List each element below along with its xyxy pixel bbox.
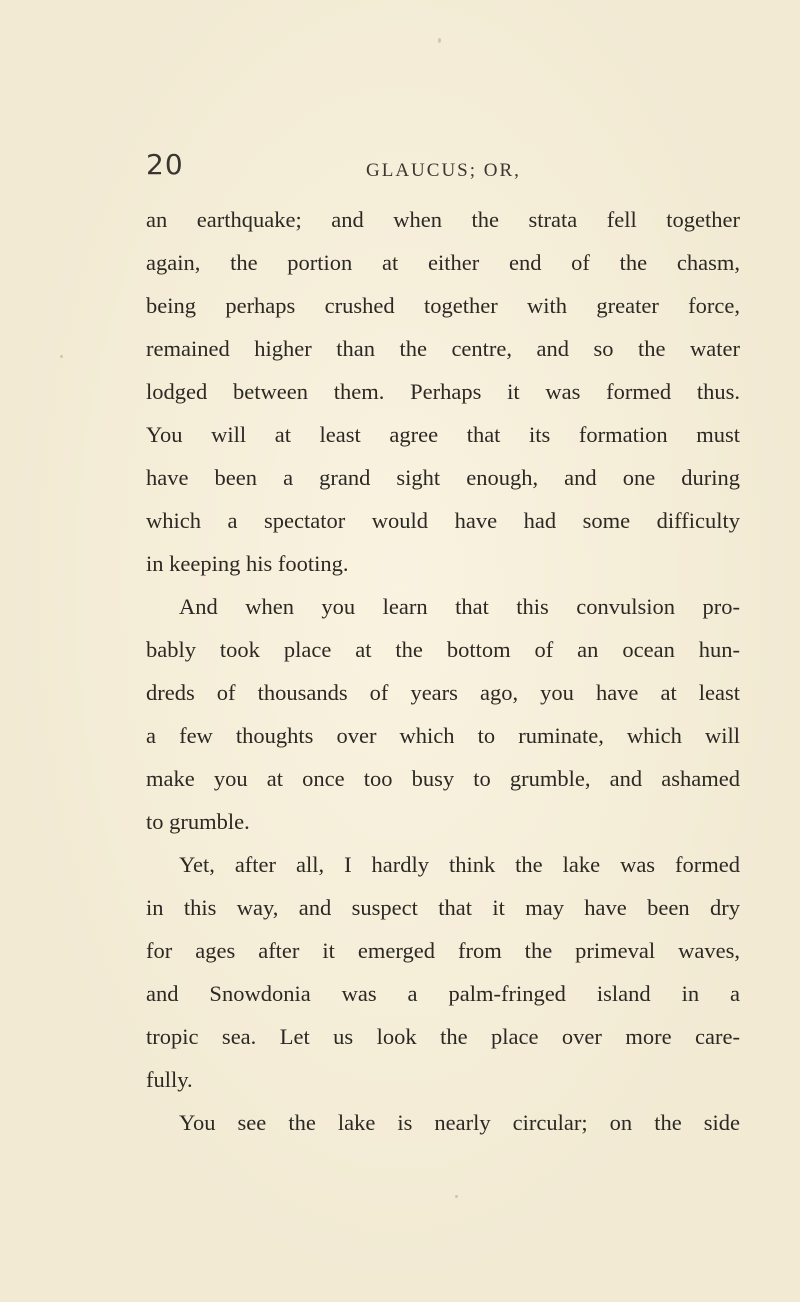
text-line: have been a grand sight enough, and one during xyxy=(146,465,740,490)
text-line: bably took place at the bottom of an ocean hun- xyxy=(146,637,740,662)
paper-speck xyxy=(438,38,441,43)
text-line: tropic sea. Let us look the place over more care- xyxy=(146,1024,740,1049)
text-line: dreds of thousands of years ago, you have at least xyxy=(146,680,740,705)
page-number: 20 xyxy=(146,148,184,181)
text-line: to grumble. xyxy=(146,809,250,834)
text-line: You will at least agree that its formation must xyxy=(146,422,740,447)
text-line: and Snowdonia was a palm-fringed island in a xyxy=(146,981,740,1006)
text-line: being perhaps crushed together with greater force, xyxy=(146,293,740,318)
text-line: for ages after it emerged from the primeval waves, xyxy=(146,938,740,963)
text-line: which a spectator would have had some difficulty xyxy=(146,508,740,533)
text-line: lodged between them. Perhaps it was formed thus. xyxy=(146,379,740,404)
text-line: And when you learn that this convulsion pro- xyxy=(179,594,740,619)
text-line: remained higher than the centre, and so the water xyxy=(146,336,740,361)
paper-speck xyxy=(60,355,63,358)
text-line: You see the lake is nearly circular; on the side xyxy=(179,1110,740,1135)
text-line: again, the portion at either end of the chasm, xyxy=(146,250,740,275)
page-header xyxy=(146,148,746,188)
text-line: make you at once too busy to grumble, and ashamed xyxy=(146,766,740,791)
running-head: GLAUCUS; OR, xyxy=(366,160,521,181)
body-text xyxy=(146,200,740,1200)
text-line: Yet, after all, I hardly think the lake was formed xyxy=(179,852,740,877)
text-line: in keeping his footing. xyxy=(146,551,349,576)
text-line: a few thoughts over which to ruminate, which will xyxy=(146,723,740,748)
text-line: in this way, and suspect that it may have been dry xyxy=(146,895,740,920)
text-line: fully. xyxy=(146,1067,193,1092)
text-line: an earthquake; and when the strata fell together xyxy=(146,207,740,232)
